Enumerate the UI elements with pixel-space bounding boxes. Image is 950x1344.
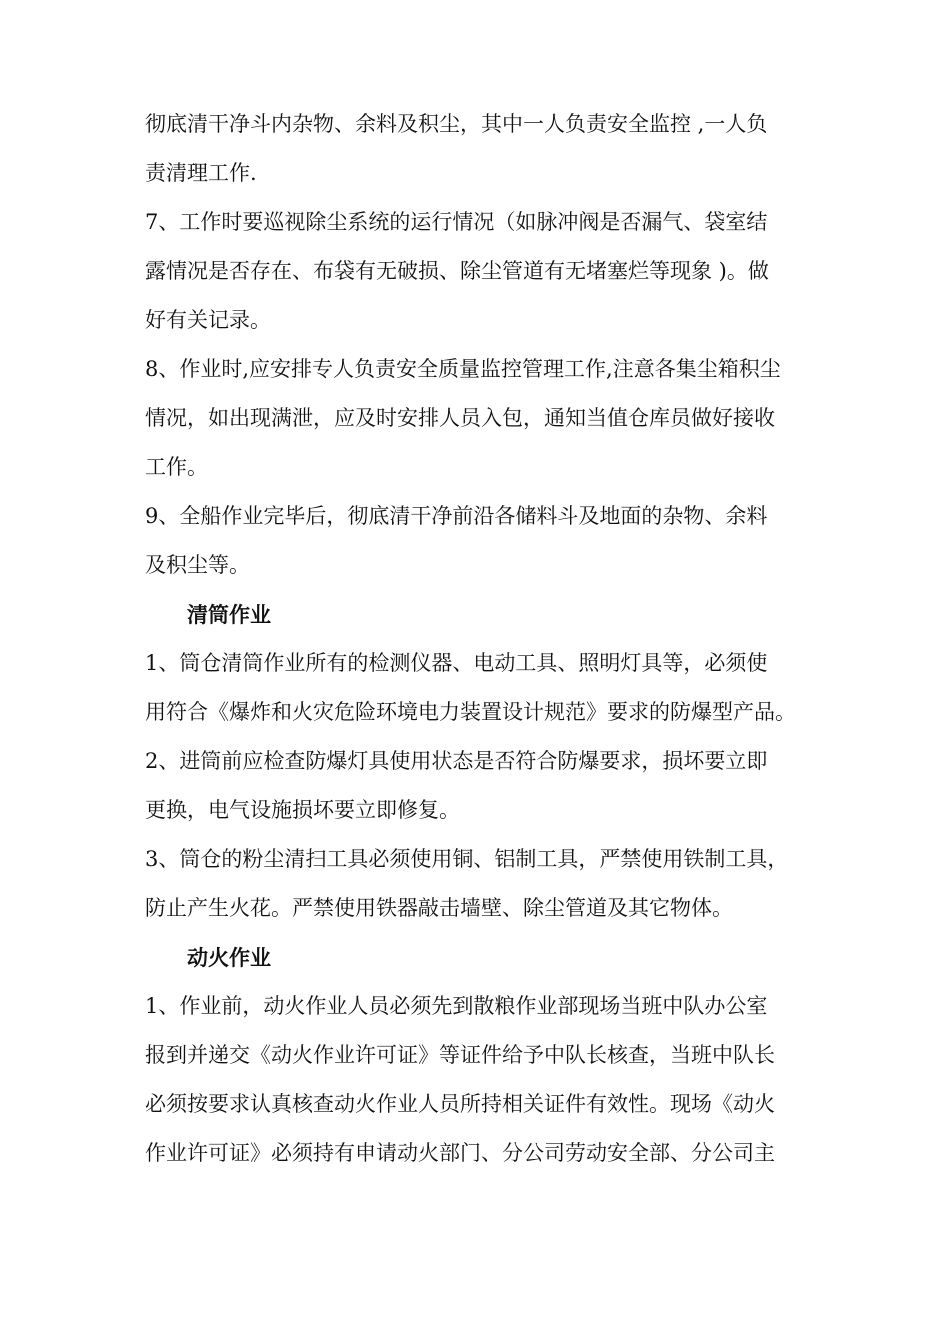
text-line: 必须按要求认真核查动火作业人员所持相关证件有效性。现场《动火 bbox=[145, 1092, 775, 1116]
text-line: 用符合《爆炸和火灾危险环境电力装置设计规范》要求的防爆型产品。 bbox=[145, 700, 796, 724]
text-line: 更换，电气设施损坏要立即修复。 bbox=[145, 798, 460, 822]
text-line: 8、作业时,应安排专人负责安全质量监控管理工作,注意各集尘箱积尘 bbox=[145, 357, 781, 381]
text-line: 及积尘等。 bbox=[145, 553, 250, 577]
document-body bbox=[145, 100, 825, 1178]
text-line: 作业许可证》必须持有申请动火部门、分公司劳动安全部、分公司主 bbox=[145, 1141, 775, 1165]
text-line: 1、筒仓清筒作业所有的检测仪器、电动工具、照明灯具等，必须使 bbox=[145, 651, 768, 675]
text-line: 责清理工作. bbox=[145, 161, 257, 185]
text-line: 报到并递交《动火作业许可证》等证件给予中队长核查，当班中队长 bbox=[145, 1043, 775, 1067]
text-line: 好有关记录。 bbox=[145, 308, 271, 332]
section-heading: 动火作业 bbox=[187, 945, 271, 970]
text-line: 工作。 bbox=[145, 455, 208, 479]
section-heading: 清筒作业 bbox=[187, 602, 271, 627]
text-line: 9、全船作业完毕后，彻底清干净前沿各储料斗及地面的杂物、余料 bbox=[145, 504, 768, 528]
text-line: 2、进筒前应检查防爆灯具使用状态是否符合防爆要求，损坏要立即 bbox=[145, 749, 768, 773]
text-line: 1、作业前，动火作业人员必须先到散粮作业部现场当班中队办公室 bbox=[145, 994, 768, 1018]
text-line: 彻底清干净斗内杂物、余料及积尘，其中一人负责安全监控 ,一人负 bbox=[145, 112, 768, 136]
text-line: 露情况是否存在、布袋有无破损、除尘管道有无堵塞烂等现象 )。做 bbox=[145, 259, 769, 283]
text-line: 3、筒仓的粉尘清扫工具必须使用铜、铝制工具，严禁使用铁制工具， bbox=[145, 847, 789, 871]
text-line: 情况，如出现满泄，应及时安排人员入包，通知当值仓库员做好接收 bbox=[145, 406, 775, 430]
text-line: 防止产生火花。严禁使用铁器敲击墙壁、除尘管道及其它物体。 bbox=[145, 896, 733, 920]
text-line: 7、工作时要巡视除尘系统的运行情况（如脉冲阀是否漏气、袋室结 bbox=[145, 210, 768, 234]
